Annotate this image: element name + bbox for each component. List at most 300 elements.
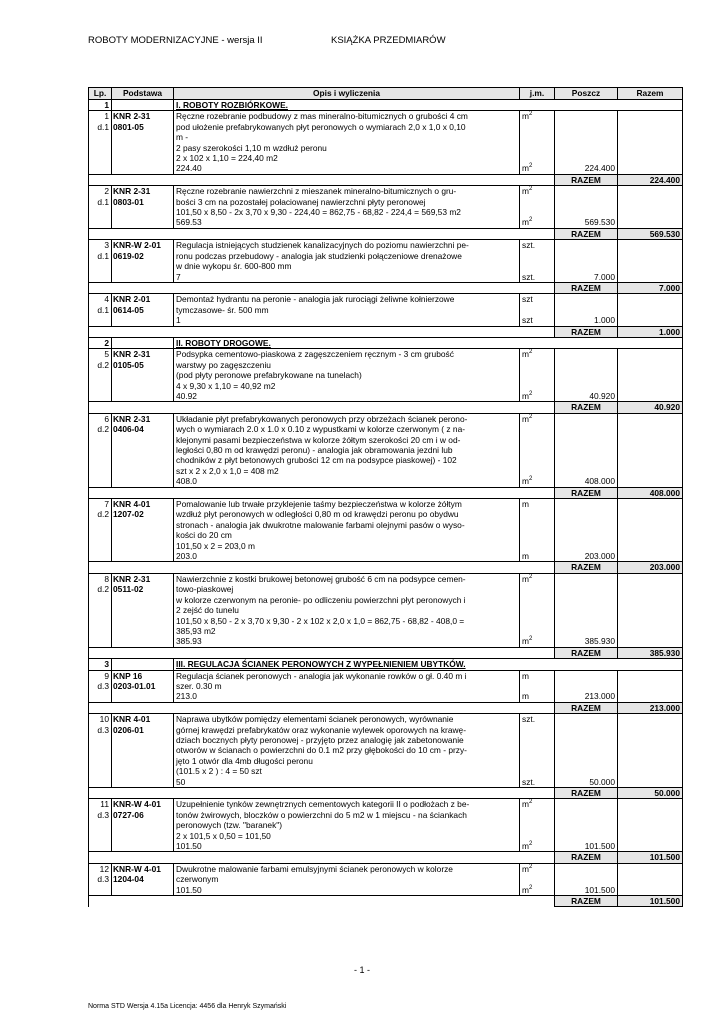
description-line: (pod płyty peronowe prefabrykowane na tunelach) [176,370,362,381]
item-quantity [555,349,618,402]
basis-table: 0406-04 [113,424,144,435]
quantity-value: 40.920 [589,390,615,401]
razem-value: 224.400 [618,174,683,185]
item-lp [89,240,112,283]
item-basis [112,714,174,788]
razem-value: 213.000 [618,702,683,713]
razem-value: 101.500 [618,896,683,907]
unit-top: m [522,670,529,681]
description-line: 408.0 [176,476,197,487]
item-dzial: d.1 [97,196,109,207]
razem-spacer [89,562,555,573]
col-header-jm: j.m. [520,88,555,100]
description-line: 2 x 102 x 1,10 = 224,40 m2 [176,153,278,164]
item-basis [112,294,174,326]
unit-top: m [522,499,529,510]
item-unit [520,294,555,326]
description-line: Naprawa ubytków pomiędzy elementami ścianek peronowych, wyrównanie [176,714,454,725]
item-lp [89,413,112,487]
item-description [174,349,520,402]
razem-label: RAZEM [555,326,618,337]
item-unit [520,349,555,402]
table-header-row [89,88,683,100]
section-title: III. REGULACJA ŚCIANEK PERONOWYCH Z WYPEŁNIENIEM UBYTKÓW. [174,659,683,670]
item-basis [112,240,174,283]
razem-spacer [89,174,555,185]
unit-bottom: szt. [522,776,536,787]
razem-row [89,487,683,498]
basis-table: 0614-05 [113,304,144,315]
description-line: Dwukrotne malowanie farbami emulsyjnymi ścianek peronowych w kolorze [176,863,453,874]
description-line: pod ułożenie prefabrykowanych płyt peronowych o wymiarach 2,0 x 1,0 x 0,10 [176,121,466,132]
razem-row [89,174,683,185]
item-total-empty [618,294,683,326]
item-dzial: d.2 [97,509,109,520]
item-dzial: d.2 [97,584,109,595]
item-dzial: d.1 [97,250,109,261]
item-quantity [555,799,618,852]
razem-spacer [89,402,555,413]
description-line: 101,50 x 8,50 - 2x 3,70 x 9,30 - 224,40 = 862,75 - 68,82 - 224,4 = 569,53 m2 [176,207,461,218]
section-number: 1 [89,100,112,111]
razem-label: RAZEM [555,702,618,713]
item-row [89,714,683,788]
description-line: w kolorze czerwonym na peronie- po odliczeniu powierzchni płyt peronowych i [176,594,466,605]
page-number: - 1 - [353,965,370,975]
description-line: m - [176,132,189,143]
item-total-empty [618,573,683,647]
col-header-opis: Opis i wyliczenia [174,88,520,100]
item-dzial: d.3 [97,680,109,691]
razem-value: 40.920 [618,402,683,413]
description-line: czerwonym [176,874,219,885]
razem-value: 203.000 [618,562,683,573]
item-description [174,499,520,562]
item-total-empty [618,799,683,852]
razem-spacer [89,647,555,658]
col-header-poszcz: Poszcz [555,88,618,100]
license-footer: Norma STD Wersja 4.15a Licencja: 4456 dla Henryk Szymański [88,1003,287,1010]
unit-top: $m^2$ [522,413,533,424]
unit-bottom: $m^2$ [522,163,533,174]
description-line: kości do 20 cm [176,530,232,541]
item-unit [520,799,555,852]
unit-bottom: $m^2$ [522,476,533,487]
quantity-value: 50.000 [589,776,615,787]
item-unit [520,573,555,647]
document-header-type: KSIĄŻKA PRZEDMIARÓW [331,35,446,46]
description-line: Regulacja ścianek peronowych - analogia jak wykonanie rowków o gł. 0.40 m i [176,670,467,681]
unit-bottom: szt [522,315,533,326]
razem-label: RAZEM [555,647,618,658]
item-row [89,294,683,326]
col-header-podstawa: Podstawa [112,88,174,100]
razem-label: RAZEM [555,852,618,863]
basis-table: 0511-02 [113,584,144,595]
basis-table: 0803-01 [113,196,144,207]
item-total-empty [618,111,683,174]
razem-row [89,702,683,713]
item-number: 4 [104,294,109,305]
basis-catalog: KNR 2-31 [113,349,151,360]
description-line: tymczasowe- śr. 500 mm [176,304,269,315]
razem-value: 7.000 [618,282,683,293]
basis-catalog: KNR 4-01 [113,499,151,510]
description-line: ległości 0,80 m od krawędzi peronu) - analogia jak obramowania jezdni lub [176,445,453,455]
item-quantity [555,294,618,326]
razem-row [89,788,683,799]
description-line: stronach - analogia jak dwukrotne malowanie farbami olejnymi pasów o wyso- [176,519,465,530]
quantity-value: 101.500 [584,841,615,852]
item-number: 3 [104,240,109,251]
section-row [89,337,683,348]
item-basis [112,349,174,402]
basis-catalog: KNR 4-01 [113,714,151,725]
description-line: 385,93 m2 [176,625,216,636]
col-header-razem: Razem [618,88,683,100]
razem-label: RAZEM [555,402,618,413]
item-total-empty [618,863,683,895]
item-row [89,186,683,229]
unit-top: szt. [522,240,536,251]
item-description [174,863,520,895]
basis-catalog: KNR 2-01 [113,294,151,305]
item-number: 6 [104,413,109,424]
item-basis [112,499,174,562]
item-quantity [555,863,618,895]
unit-top: $m^2$ [522,799,533,810]
description-line: 40.92 [176,390,197,401]
description-line: 50 [176,776,186,787]
razem-spacer [89,326,555,337]
description-line: otworów w ścianach o powierzchni do 0.1 m2 przy głębokości do 10 cm - przy- [176,745,467,756]
item-lp [89,294,112,326]
razem-label: RAZEM [555,228,618,239]
item-number: 11 [100,799,109,810]
quantity-value: 385.930 [584,636,615,647]
description-line: 7 [176,271,181,282]
unit-bottom: szt. [522,271,536,282]
item-quantity [555,240,618,283]
description-line: 101.50 [176,841,202,852]
item-row [89,573,683,647]
razem-value: 569.530 [618,228,683,239]
razem-value: 385.930 [618,647,683,658]
item-description [174,573,520,647]
basis-catalog: KNR 2-31 [113,413,151,424]
razem-spacer [89,702,555,713]
razem-value: 1.000 [618,326,683,337]
unit-top: szt. [522,714,536,725]
item-unit [520,714,555,788]
item-description [174,413,520,487]
description-line: Uzupełnienie tynków zewnętrznych cementowych kategorii II o podłożach z be- [176,799,470,810]
unit-top: $m^2$ [522,111,533,122]
unit-bottom: $m^2$ [522,390,533,401]
basis-table: 1204-04 [113,874,144,885]
section-row [89,100,683,111]
item-number: 9 [104,670,109,681]
col-header-lp: Lp. [89,88,112,100]
razem-label: RAZEM [555,174,618,185]
item-description [174,714,520,788]
description-line: Ręczne rozebranie nawierzchni z mieszanek mineralno-bitumicznych o gru- [176,186,457,197]
quantity-value: 569.530 [584,217,615,228]
item-dzial: d.3 [97,809,109,820]
item-row [89,670,683,702]
section-title: I. ROBOTY ROZBIÓRKOWE. [174,100,683,111]
item-number: 12 [99,863,109,874]
unit-top: szt [522,294,533,305]
item-unit [520,186,555,229]
description-line: Ręczne rozebranie podbudowy z mas mineralno-bitumicznych o grubości 4 cm [176,111,468,122]
razem-value: 408.000 [618,487,683,498]
item-dzial: d.2 [97,424,109,435]
description-line: w dnie wykopu śr. 600-800 mm [176,261,292,272]
quantity-value: 408.000 [584,476,615,487]
description-line: ronu podczas przebudowy - analogia jak studzienki połączeniowe drenażowe [176,250,462,261]
section-number: 2 [89,337,112,348]
description-line: Podsypka cementowo-piaskowa z zagęszczeniem ręcznym - 3 cm grubość [176,349,454,360]
item-row [89,413,683,487]
item-quantity [555,111,618,174]
quantity-value: 101.500 [584,884,615,895]
description-line: 203.0 [176,551,197,562]
basis-catalog: KNR-W 2-01 [113,240,161,251]
description-line: klejonymi pasami bezpieczeństwa w kolorze żółtym szerokości 20 cm i w od- [176,434,461,445]
unit-top: $m^2$ [522,573,533,584]
description-line: 2 x 101,5 x 0,50 = 101,50 [176,830,271,841]
description-line: szt x 2 x 2,0 x 1,0 = 408 m2 [176,465,279,476]
description-line: 101.50 [176,884,202,895]
item-quantity [555,413,618,487]
quantity-value: 213.000 [584,691,615,702]
document-header-title: ROBOTY MODERNIZACYJNE - wersja II [88,35,263,46]
description-line: Pomalowanie lub trwałe przyklejenie taśmy bezpieczeństwa w kolorze żółtym [176,499,462,510]
description-line: chodników z płyt betonowych grubości 12 cm na podsypce piaskowej) - 102 [176,455,457,466]
basis-catalog: KNR 2-31 [113,573,151,584]
description-line: 569.53 [176,217,202,228]
description-line: 101,50 x 8,50 - 2 x 3,70 x 9,30 - 2 x 102 x 2,0 x 1,0 = 862,75 - 68,82 - 408,0 = [176,615,465,626]
razem-label: RAZEM [555,896,618,907]
razem-label: RAZEM [555,562,618,573]
item-unit [520,499,555,562]
razem-row [89,282,683,293]
item-description [174,799,520,852]
item-number: 8 [104,573,109,584]
description-line: (101.5 x 2 ) : 4 = 50 szt [176,766,262,777]
section-blank [112,100,174,111]
unit-top: $m^2$ [522,349,533,360]
item-basis [112,111,174,174]
description-line: peronowych (tzw. "baranek") [176,820,283,831]
section-blank [112,337,174,348]
description-line: górnej krawędzi prefabrykatów oraz wykonanie wylewek oporowych na krawę- [176,724,467,735]
razem-label: RAZEM [555,282,618,293]
basis-catalog: KNR 2-31 [113,111,151,122]
section-blank [112,659,174,670]
item-number: 7 [104,499,109,510]
basis-catalog: KNR-W 4-01 [113,863,161,874]
item-total-empty [618,413,683,487]
item-total-empty [618,186,683,229]
item-quantity [555,499,618,562]
razem-spacer [89,896,555,907]
item-total-empty [618,349,683,402]
item-basis [112,186,174,229]
table-body [89,100,683,907]
item-dzial: d.2 [97,359,109,370]
item-dzial: d.1 [97,304,109,315]
description-line: dziach bocznych płyty peronowej - przyjęto przez analogię jak zabetonowanie [176,734,464,745]
section-row [89,659,683,670]
razem-row [89,326,683,337]
unit-bottom: $m^2$ [522,841,533,852]
razem-spacer [89,282,555,293]
bill-of-quantities-table [88,87,683,907]
item-lp [89,863,112,895]
razem-row [89,896,683,907]
razem-row [89,562,683,573]
item-lp [89,111,112,174]
razem-row [89,647,683,658]
item-row [89,349,683,402]
description-line: 213.0 [176,691,197,702]
unit-bottom: $m^2$ [522,884,533,895]
razem-spacer [89,788,555,799]
unit-bottom: m [522,551,529,562]
unit-bottom: m [522,691,529,702]
basis-catalog: KNR 2-31 [113,186,151,197]
item-unit [520,413,555,487]
description-line: szer. 0.30 m [176,680,222,691]
description-line: 101,50 x 2 = 203,0 m [176,540,255,551]
unit-bottom: $m^2$ [522,636,533,647]
item-total-empty [618,240,683,283]
description-line: wzdłuż płyt peronowych w odległości 0,80 m od krawędzi peronu po obydwu [176,509,459,520]
basis-table: 0619-02 [113,250,144,261]
item-basis [112,670,174,702]
item-quantity [555,670,618,702]
razem-label: RAZEM [555,487,618,498]
item-quantity [555,573,618,647]
item-number: 2 [104,186,109,197]
description-line: wych o wymiarach 2.0 x 1.0 x 0.10 z wypustkami w kolorze czerwonym ( z na- [176,424,466,435]
item-row [89,863,683,895]
item-description [174,186,520,229]
item-basis [112,863,174,895]
basis-catalog: KNR-W 4-01 [113,799,161,810]
item-lp [89,714,112,788]
razem-row [89,852,683,863]
item-description [174,670,520,702]
description-line: 385.93 [176,636,202,647]
quantity-value: 7.000 [594,271,615,282]
razem-value: 50.000 [618,788,683,799]
item-number: 1 [104,111,109,122]
razem-spacer [89,487,555,498]
item-quantity [555,714,618,788]
item-unit [520,863,555,895]
unit-bottom: $m^2$ [522,217,533,228]
basis-table: 0801-05 [113,121,144,132]
basis-catalog: KNP 16 [113,670,143,681]
description-line: bości 3 cm na pozostałej połaciowanej nawierzchni płyty peronowej [176,196,426,207]
description-line: 2 pasy szerokości 1,10 m wzdłuż peronu [176,142,327,153]
description-line: 2 zejść do tunelu [176,605,239,616]
description-line: jęto 1 otwór dla 4mb długości peronu [176,755,313,766]
item-basis [112,413,174,487]
item-lp [89,499,112,562]
razem-spacer [89,228,555,239]
item-number: 5 [104,349,109,360]
item-basis [112,573,174,647]
item-description [174,111,520,174]
basis-table: 0105-05 [113,359,144,370]
quantity-value: 1.000 [594,315,615,326]
item-row [89,111,683,174]
description-line: Regulacja istniejących studzienek kanalizacyjnych do poziomu nawierzchni pe- [176,240,469,251]
unit-top: $m^2$ [522,186,533,197]
description-line: Demontaż hydrantu na peronie - analogia jak rurociągi żeliwne kołnierzowe [176,294,455,305]
item-lp [89,670,112,702]
item-total-empty [618,714,683,788]
basis-table: 0727-06 [113,809,144,820]
item-dzial: d.3 [97,724,109,735]
unit-top: $m^2$ [522,863,533,874]
quantity-value: 224.400 [584,163,615,174]
item-dzial: d.1 [97,121,109,132]
basis-table: 1207-02 [113,509,144,520]
description-line: 1 [176,315,181,326]
section-title: II. ROBOTY DROGOWE. [174,337,683,348]
item-description [174,240,520,283]
basis-table: 0206-01 [113,724,144,735]
item-row [89,499,683,562]
description-line: 4 x 9,30 x 1,10 = 40,92 m2 [176,380,276,391]
section-number: 3 [89,659,112,670]
quantity-value: 203.000 [584,551,615,562]
razem-row [89,402,683,413]
basis-table: 0203-01.01 [113,680,156,691]
item-row [89,799,683,852]
razem-row [89,228,683,239]
item-total-empty [618,670,683,702]
razem-value: 101.500 [618,852,683,863]
item-lp [89,349,112,402]
item-lp [89,573,112,647]
description-line: tonów żwirowych, bloczków o powierzchni do 5 m2 w 1 miejscu - na ściankach [176,809,467,820]
item-dzial: d.3 [97,874,109,885]
item-lp [89,799,112,852]
item-quantity [555,186,618,229]
razem-label: RAZEM [555,788,618,799]
item-unit [520,111,555,174]
description-line: 224.40 [176,163,202,174]
description-line: warstwy po zagęszczeniu [176,359,271,370]
item-lp [89,186,112,229]
razem-spacer [89,852,555,863]
item-unit [520,240,555,283]
item-basis [112,799,174,852]
description-line: Układanie płyt prefabrykowanych peronowych przy obrzeżach ścianek perono- [176,413,468,424]
item-total-empty [618,499,683,562]
description-line: towo-piaskowej [176,584,234,595]
item-description [174,294,520,326]
item-unit [520,670,555,702]
item-row [89,240,683,283]
description-line: Nawierzchnie z kostki brukowej betonowej grubość 6 cm na podsypce cemen- [176,573,466,584]
